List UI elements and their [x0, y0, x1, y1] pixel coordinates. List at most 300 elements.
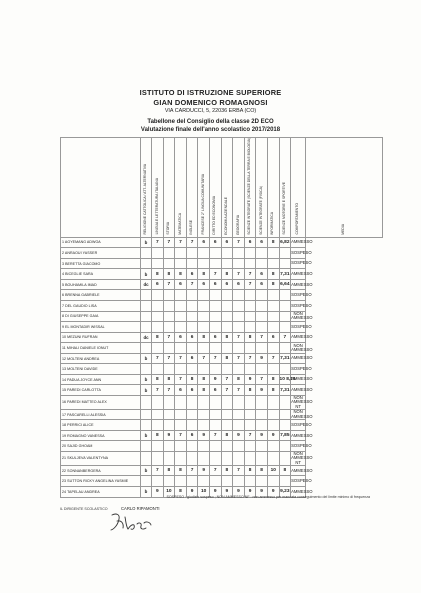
grade-cell — [163, 409, 175, 420]
grade-cell — [152, 476, 164, 487]
grade-cell: 7 — [186, 237, 198, 248]
grade-cell — [221, 290, 233, 301]
column-header-mot — [279, 138, 291, 238]
grade-cell — [244, 322, 256, 333]
grade-cell — [175, 343, 187, 354]
religion-grade-cell — [141, 395, 152, 409]
grade-cell: 6 — [221, 237, 233, 248]
grade-cell — [244, 409, 256, 420]
student-name-cell: 5 BOUHAMILA IMAD — [61, 279, 141, 290]
grade-cell — [198, 409, 210, 420]
grade-cell — [152, 364, 164, 375]
grade-cell — [267, 476, 279, 487]
grade-cell — [244, 248, 256, 259]
student-name-cell: 14 PADUA JOYCE ANN — [61, 374, 141, 385]
grade-cell: 6 — [175, 385, 187, 396]
table-row — [61, 385, 383, 396]
outcome-cell: SOSPESO — [291, 322, 306, 333]
grade-cell — [209, 322, 221, 333]
grade-cell: 9 — [244, 374, 256, 385]
religion-grade-cell: b — [141, 486, 152, 497]
grade-cell: 7 — [267, 353, 279, 364]
table-row — [61, 311, 383, 322]
grade-cell: 10 — [163, 486, 175, 497]
grade-cell: 7 — [152, 237, 164, 248]
grade-cell — [221, 301, 233, 312]
column-header-rel — [141, 138, 152, 238]
column-header-label: COMPORTAMENTO — [295, 203, 300, 235]
grade-cell — [163, 441, 175, 452]
grade-cell: 9 — [163, 430, 175, 441]
grade-cell — [163, 290, 175, 301]
grade-cell — [244, 301, 256, 312]
grade-cell — [186, 476, 198, 487]
grade-cell: 9 — [221, 486, 233, 497]
religion-grade-cell — [141, 248, 152, 259]
table-row — [61, 364, 383, 375]
column-header-label: MEDIA — [341, 223, 346, 235]
student-name-cell: 24 TAPELAU ANDREA — [61, 486, 141, 497]
grade-cell: 7 — [209, 465, 221, 476]
grade-cell — [233, 364, 245, 375]
column-header-fis — [256, 138, 268, 238]
religion-grade-cell: b — [141, 374, 152, 385]
average-cell — [279, 395, 291, 409]
grade-cell — [244, 364, 256, 375]
grade-cell: 7 — [244, 353, 256, 364]
average-cell: 10 8,15 — [279, 374, 291, 385]
outcome-cell: SOSPESO — [291, 258, 306, 269]
outcome-cell: AMMESSO — [291, 430, 306, 441]
grade-cell — [152, 409, 164, 420]
student-name-cell: 17 PASCARELLI ALESSIA — [61, 409, 141, 420]
grade-cell — [244, 476, 256, 487]
grade-cell — [198, 311, 210, 322]
table-row — [61, 248, 383, 259]
grade-cell — [221, 322, 233, 333]
grade-cell — [152, 441, 164, 452]
grade-cell: 7 — [175, 374, 187, 385]
column-header-label: MATEMATICA — [177, 212, 182, 235]
grade-cell — [221, 420, 233, 431]
grade-cell — [152, 311, 164, 322]
grade-cell: 8 — [163, 374, 175, 385]
table-row — [61, 409, 383, 420]
grade-cell — [267, 311, 279, 322]
outcome-cell: NON AMMESSO — [291, 342, 313, 352]
grade-cell — [256, 322, 268, 333]
grade-cell: 10 — [267, 465, 279, 476]
grade-cell — [152, 248, 164, 259]
column-header-mat — [175, 138, 187, 238]
grade-cell — [186, 301, 198, 312]
average-cell: 7 — [279, 332, 291, 343]
grade-cell: 9 — [244, 486, 256, 497]
table-header-row — [61, 138, 383, 238]
grade-cell — [267, 322, 279, 333]
grade-cell: 8 — [267, 279, 279, 290]
school-name-line1: ISTITUTO DI ISTRUZIONE SUPERIORE — [139, 88, 282, 97]
grade-cell — [198, 452, 210, 466]
grade-cell — [163, 311, 175, 322]
average-cell — [279, 301, 291, 312]
table-row — [61, 279, 383, 290]
column-header-label: SCIENZE INTEGRATE (FISICA) — [258, 185, 263, 235]
outcome-cell: AMMESSO — [291, 269, 306, 280]
outcome-cell: NON AMMESSO NT — [291, 451, 313, 465]
average-cell — [279, 248, 291, 259]
grade-cell — [198, 248, 210, 259]
legend-footnote: SOSPESO : giudizio sospeso ; NON AMMESSO NF : non ammesso per mancata conseguimento del limite minimo di frequenza — [166, 495, 370, 499]
grade-cell: 7 — [198, 353, 210, 364]
outcome-cell: SOSPESO — [291, 476, 306, 487]
grade-cell: 6 — [256, 237, 268, 248]
grade-cell — [198, 476, 210, 487]
report-title: Tabellone del Consiglio della classe 2D ECO — [147, 119, 274, 125]
grade-cell — [244, 311, 256, 322]
student-name-cell: 9 EL MONTADIR WISSAL — [61, 322, 141, 333]
average-cell: 8 — [279, 465, 291, 476]
grade-cell: 7 — [221, 374, 233, 385]
grade-cell: 6 — [186, 332, 198, 343]
grade-cell: 6 — [256, 279, 268, 290]
grade-cell: 6 — [256, 269, 268, 280]
outcome-cell: SOSPESO — [291, 301, 306, 312]
grade-cell — [186, 258, 198, 269]
grade-cell — [233, 476, 245, 487]
grade-cell: 7 — [186, 465, 198, 476]
grade-cell — [186, 290, 198, 301]
outcome-cell: SOSPESO — [291, 441, 306, 452]
grade-cell: 8 — [152, 374, 164, 385]
table-row — [61, 258, 383, 269]
grade-cell — [209, 258, 221, 269]
grade-cell: 7 — [233, 332, 245, 343]
grade-cell: 7 — [233, 465, 245, 476]
grade-cell: 9 — [256, 430, 268, 441]
student-name-cell: 7 DEL GAUDIO LISA — [61, 301, 141, 312]
grade-cell — [221, 452, 233, 466]
table-row — [61, 441, 383, 452]
grade-cell — [198, 322, 210, 333]
school-name-line2: GIAN DOMENICO ROMAGNOSI — [153, 98, 268, 107]
grade-cell: 8 — [163, 269, 175, 280]
grade-cell: 8 — [256, 465, 268, 476]
grade-cell — [163, 248, 175, 259]
grade-cell — [152, 420, 164, 431]
religion-grade-cell — [141, 452, 152, 466]
religion-grade-cell: b — [141, 385, 152, 396]
grade-cell: 9 — [256, 385, 268, 396]
grade-cell: 8 — [152, 269, 164, 280]
grade-cell — [152, 395, 164, 409]
grade-cell — [256, 301, 268, 312]
religion-grade-cell — [141, 290, 152, 301]
student-name-cell: 18 PERRICI ALICE — [61, 420, 141, 431]
grade-cell: 8 — [267, 237, 279, 248]
grade-cell — [244, 290, 256, 301]
handwritten-signature — [108, 511, 154, 533]
grade-cell — [163, 420, 175, 431]
average-cell — [279, 322, 291, 333]
grade-cell: 8 — [163, 465, 175, 476]
grade-cell — [244, 420, 256, 431]
column-header-label: RELIGIONE CATTOLICA / ATT. ALTERNATIVA — [143, 164, 148, 235]
column-header-dir — [209, 138, 221, 238]
grades-table — [60, 137, 383, 498]
grade-cell — [209, 301, 221, 312]
religion-grade-cell: b — [141, 465, 152, 476]
grade-cell — [209, 248, 221, 259]
grade-cell — [267, 395, 279, 409]
grade-cell — [267, 364, 279, 375]
grade-cell — [186, 364, 198, 375]
column-header-sto — [163, 138, 175, 238]
student-name-cell: 12 MOLTENI ANDREA — [61, 353, 141, 364]
grade-cell — [209, 343, 221, 354]
grade-cell: 9 — [209, 374, 221, 385]
student-name-cell: 1 AGYEMANG ADWOA — [61, 237, 141, 248]
column-header-com — [291, 138, 306, 238]
grade-cell: 7 — [163, 237, 175, 248]
table-row — [61, 322, 383, 333]
grade-cell — [267, 248, 279, 259]
average-cell: 7,31 — [279, 385, 291, 396]
grade-cell — [186, 343, 198, 354]
grade-cell: 7 — [163, 385, 175, 396]
average-cell — [279, 420, 291, 431]
grade-cell: 8 — [198, 385, 210, 396]
grade-cell — [163, 395, 175, 409]
grade-cell — [175, 322, 187, 333]
grade-cell: 8 — [175, 269, 187, 280]
grade-cell — [244, 258, 256, 269]
grade-cell — [267, 409, 279, 420]
grade-cell: 7 — [233, 269, 245, 280]
grade-cell — [256, 248, 268, 259]
grade-cell — [233, 258, 245, 269]
column-header-label: SCIENZE MOTORIE E SPORTIVE — [282, 182, 287, 235]
grade-cell: 7 — [244, 269, 256, 280]
grades-table-container — [60, 137, 370, 495]
grade-cell — [163, 452, 175, 466]
grade-cell — [186, 452, 198, 466]
grade-cell: 9 — [256, 486, 268, 497]
grade-cell — [186, 409, 198, 420]
grade-cell: 10 — [198, 486, 210, 497]
table-row — [61, 465, 383, 476]
column-header-name — [61, 138, 141, 238]
student-name-cell: 8 DI GIUSEPPE GAIA — [61, 311, 141, 322]
student-name-cell: 13 MOLTENI DAVIDE — [61, 364, 141, 375]
grade-cell: 8 — [152, 332, 164, 343]
grade-cell — [175, 301, 187, 312]
grade-cell — [175, 364, 187, 375]
grade-cell — [233, 311, 245, 322]
grade-cell: 8 — [221, 353, 233, 364]
grade-cell — [186, 441, 198, 452]
outcome-cell: AMMESSO — [291, 385, 306, 396]
grade-cell: 8 — [175, 486, 187, 497]
outcome-cell: AMMESSO — [291, 486, 306, 497]
grade-cell: 7 — [221, 385, 233, 396]
average-cell — [279, 311, 291, 322]
grade-cell — [221, 343, 233, 354]
grade-cell — [221, 395, 233, 409]
outcome-cell: SOSPESO — [291, 420, 306, 431]
grade-cell — [209, 420, 221, 431]
grade-cell — [198, 441, 210, 452]
student-name-cell: 4 BICEGLIE SARA — [61, 269, 141, 280]
grade-cell — [233, 420, 245, 431]
grade-cell — [256, 343, 268, 354]
grade-cell: 8 — [186, 374, 198, 385]
grade-cell — [163, 301, 175, 312]
column-header-geo — [233, 138, 245, 238]
column-header-ita — [152, 138, 164, 238]
column-header-label: DIRITTO ED ECONOMIA — [212, 196, 217, 235]
grade-cell — [198, 343, 210, 354]
grade-cell: 9 — [198, 465, 210, 476]
grade-cell — [256, 452, 268, 466]
school-address: VIA CARDUCCI, 5, 22036 ERBA (CO) — [164, 108, 257, 114]
grade-cell — [209, 452, 221, 466]
outcome-cell: NON AMMESSO — [291, 311, 313, 321]
grade-cell: 6 — [152, 279, 164, 290]
grade-cell: 9 — [209, 486, 221, 497]
grade-cell — [175, 409, 187, 420]
outcome-cell: AMMESSO — [291, 279, 306, 290]
grade-cell — [198, 290, 210, 301]
grade-cell — [209, 409, 221, 420]
grade-cell — [256, 395, 268, 409]
student-name-cell: 15 PAREDI CARLOTTA — [61, 385, 141, 396]
grade-cell — [198, 364, 210, 375]
average-cell — [279, 441, 291, 452]
student-name-cell: 20 SAJID GHOAM — [61, 441, 141, 452]
grade-cell — [244, 452, 256, 466]
grade-cell — [221, 409, 233, 420]
column-header-eco — [221, 138, 233, 238]
religion-grade-cell — [141, 301, 152, 312]
grade-cell — [256, 290, 268, 301]
grade-cell — [163, 343, 175, 354]
grade-cell: 7 — [244, 430, 256, 441]
average-cell: 9,23 — [279, 486, 291, 497]
grade-cell — [209, 311, 221, 322]
grade-cell — [256, 441, 268, 452]
grade-cell: 7 — [163, 353, 175, 364]
grade-cell: 9 — [267, 430, 279, 441]
grade-cell — [198, 420, 210, 431]
column-header-label: INGLESE — [189, 220, 194, 235]
religion-grade-cell — [141, 258, 152, 269]
grade-cell — [221, 476, 233, 487]
table-row — [61, 374, 383, 385]
grade-cell — [233, 441, 245, 452]
grade-cell: 7 — [175, 353, 187, 364]
student-name-cell: 10 MEZUNI RUFRAN — [61, 332, 141, 343]
grade-cell: 6 — [186, 385, 198, 396]
outcome-cell: SOSPESO — [291, 248, 306, 259]
grade-cell — [221, 258, 233, 269]
average-cell — [279, 290, 291, 301]
grade-cell — [233, 290, 245, 301]
report-subtitle: Valutazione finale dell'anno scolastico 2017/2018 — [140, 127, 281, 133]
grade-cell — [256, 364, 268, 375]
grade-cell: 8 — [267, 269, 279, 280]
grade-cell: 7 — [152, 465, 164, 476]
grade-cell: 7 — [175, 430, 187, 441]
grade-cell: 8 — [221, 269, 233, 280]
grade-cell: 8 — [152, 430, 164, 441]
table-row — [61, 476, 383, 487]
average-cell — [279, 343, 291, 354]
religion-grade-cell: dc — [141, 279, 152, 290]
grade-cell: 8 — [244, 385, 256, 396]
grade-cell: 6 — [186, 269, 198, 280]
grade-cell — [163, 364, 175, 375]
student-name-cell: 23 SUTTON RICKY ANGELINA YASMIE — [61, 476, 141, 487]
table-row — [61, 237, 383, 248]
grade-cell — [256, 258, 268, 269]
average-cell: 7,31 — [279, 269, 291, 280]
outcome-cell: AMMESSO — [291, 353, 306, 364]
religion-grade-cell: b — [141, 353, 152, 364]
grade-cell — [233, 301, 245, 312]
grade-cell: 7 — [233, 385, 245, 396]
grade-cell — [152, 301, 164, 312]
grade-cell — [221, 364, 233, 375]
grade-cell: 7 — [186, 279, 198, 290]
student-name-cell: 6 BRENNA GABRIELE — [61, 290, 141, 301]
outcome-cell: AMMESSO — [291, 237, 306, 248]
grade-cell — [198, 258, 210, 269]
student-name-cell: 16 PAREDI MATTEO ALEX — [61, 395, 141, 409]
student-name-cell: 19 ROMAGNO VANESSA — [61, 430, 141, 441]
signatory-name: CARLO RIPAMONTI — [121, 506, 160, 511]
grade-cell: 7 — [163, 279, 175, 290]
grade-cell — [209, 476, 221, 487]
grade-cell: 9 — [198, 430, 210, 441]
grade-cell: 6 — [221, 279, 233, 290]
student-name-cell: 2 ANRAOUI YASSER — [61, 248, 141, 259]
grade-cell: 6 — [175, 332, 187, 343]
average-cell — [279, 452, 291, 466]
grade-cell — [256, 476, 268, 487]
grade-cell: 7 — [152, 385, 164, 396]
grade-cell: 6 — [209, 279, 221, 290]
table-row — [61, 395, 383, 409]
outcome-cell: SOSPESO — [291, 364, 306, 375]
grade-cell: 7 — [233, 353, 245, 364]
grade-cell: 8 — [175, 465, 187, 476]
grade-cell — [256, 409, 268, 420]
grade-cell — [233, 322, 245, 333]
grade-cell — [175, 258, 187, 269]
outcome-cell: AMMESSO — [291, 374, 306, 385]
table-row — [61, 343, 383, 354]
grade-cell — [152, 258, 164, 269]
grade-cell — [233, 395, 245, 409]
grade-cell — [186, 395, 198, 409]
religion-grade-cell — [141, 476, 152, 487]
grade-cell: 8 — [198, 332, 210, 343]
grade-cell: 6 — [186, 430, 198, 441]
religion-grade-cell: b — [141, 237, 152, 248]
grade-cell — [233, 452, 245, 466]
grade-cell — [163, 476, 175, 487]
